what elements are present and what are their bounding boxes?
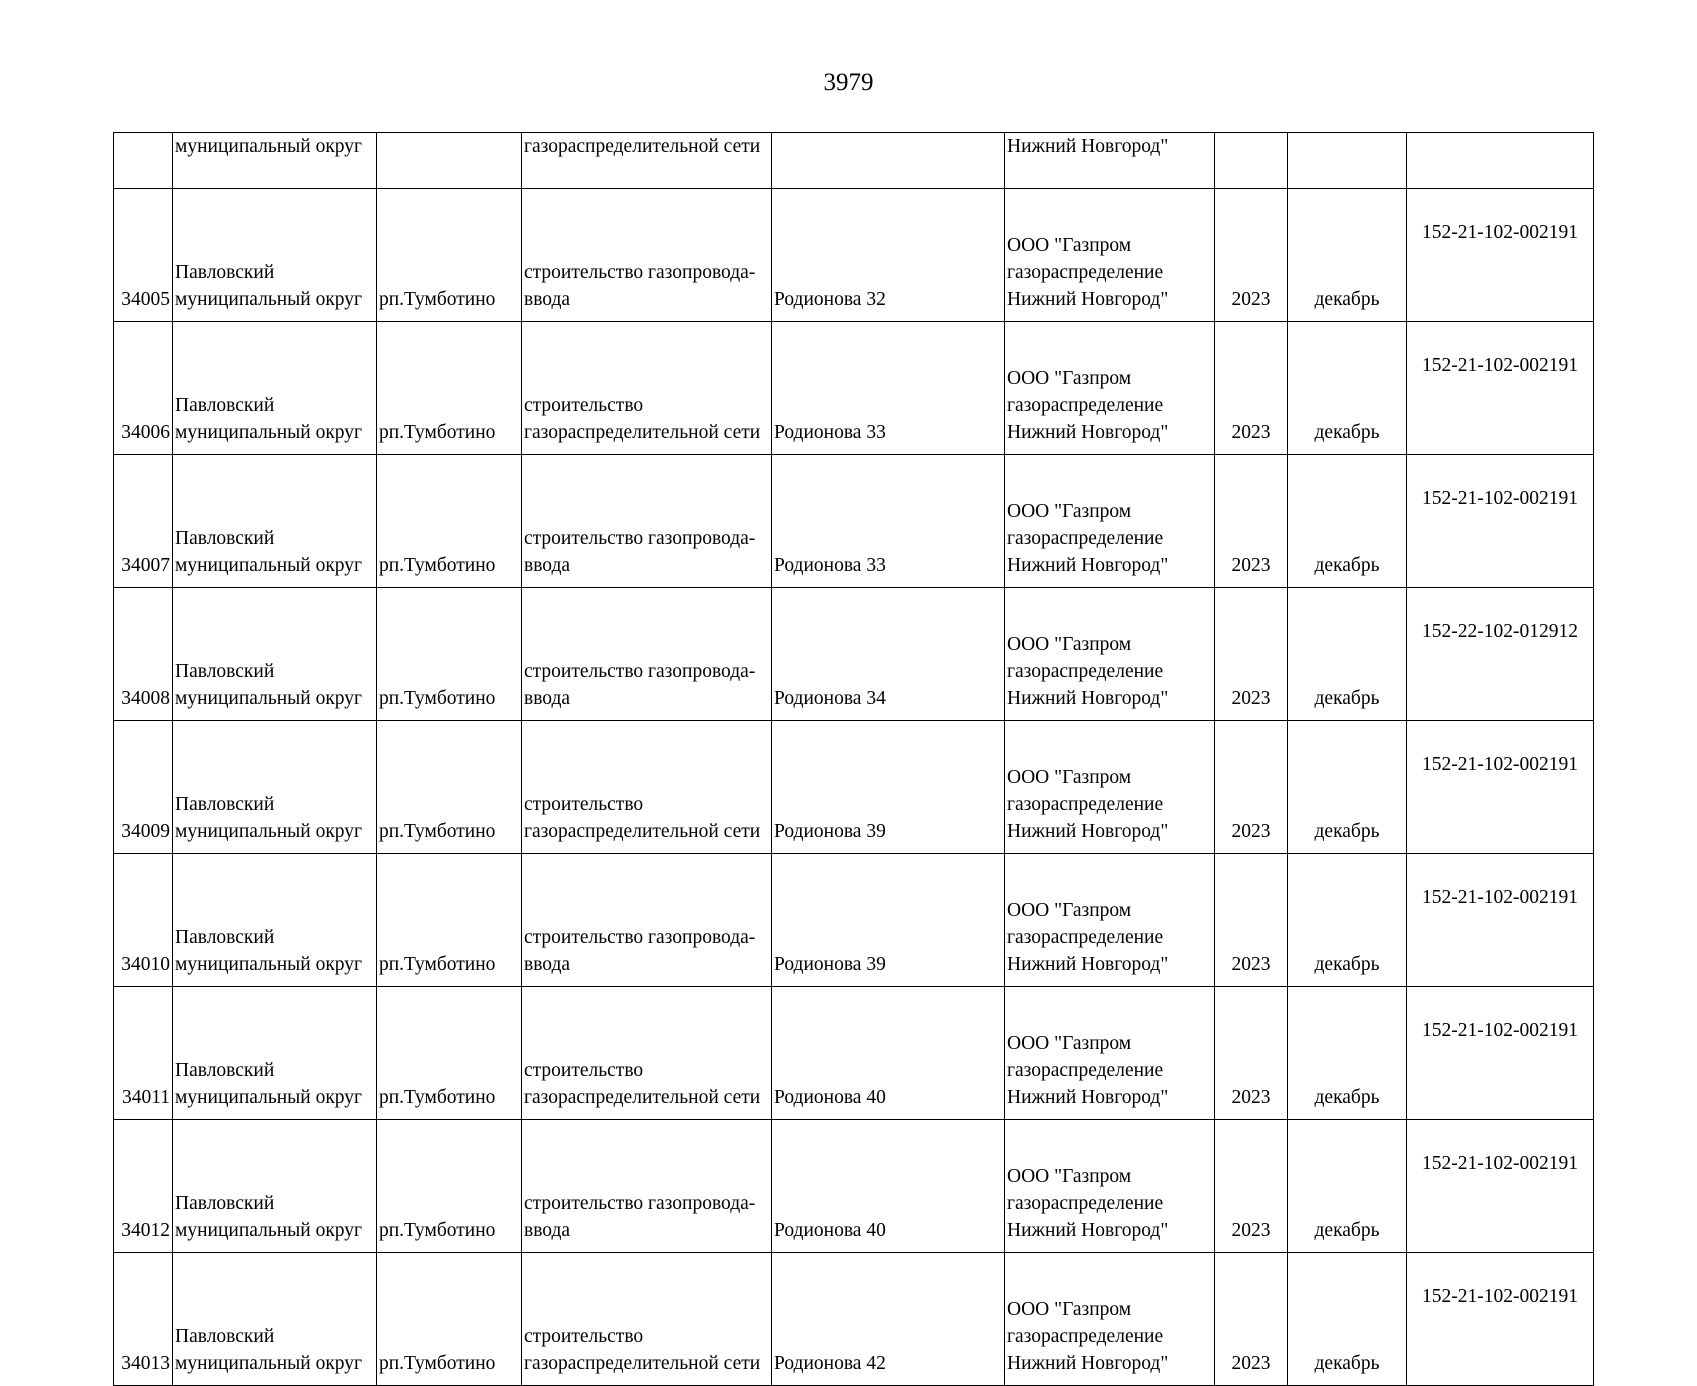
org-line-3: Нижний Новгород" — [1007, 688, 1169, 709]
locality: рп.Тумботино — [379, 555, 496, 576]
org-line-1: ООО "Газпром — [1007, 1299, 1132, 1320]
year: 2023 — [1231, 555, 1271, 576]
district-line-1: Павловский — [175, 794, 275, 815]
cell-address — [772, 721, 1005, 854]
locality: рп.Тумботино — [379, 1220, 496, 1241]
district-line-1: Павловский — [175, 528, 275, 549]
cell-org — [1005, 854, 1215, 987]
work-line-2: ввода — [524, 555, 571, 576]
cell-locality — [377, 987, 522, 1120]
page-number: 3979 — [823, 69, 874, 96]
org-line-1: ООО "Газпром — [1007, 900, 1132, 921]
org-line-3: Нижний Новгород" — [1007, 555, 1169, 576]
locality: рп.Тумботино — [379, 954, 496, 975]
row-number: 34011 — [121, 1087, 170, 1108]
work-line-1: строительство газопровода- — [524, 262, 756, 283]
org-line-2: газораспределение — [1007, 1193, 1164, 1214]
cell-district — [173, 987, 377, 1120]
cell-month — [1288, 987, 1407, 1120]
table-row — [114, 987, 1594, 1120]
work-line-2: газораспределительной сети — [524, 1353, 761, 1374]
org-line-2: газораспределение — [1007, 528, 1164, 549]
work-line-2: газораспределительной сети — [524, 422, 761, 443]
cell-org — [1005, 455, 1215, 588]
district-line-2: муниципальный округ — [175, 555, 363, 576]
object-code: 152-22-102-012912 — [1422, 621, 1578, 642]
cell-address — [772, 1120, 1005, 1253]
cell-district — [173, 322, 377, 455]
month: декабрь — [1314, 289, 1380, 310]
cell-district — [173, 721, 377, 854]
org-line-2: газораспределение — [1007, 262, 1164, 283]
cell-org — [1005, 987, 1215, 1120]
cell-num — [114, 1253, 173, 1386]
cell-code — [1407, 189, 1594, 322]
district-line-2: муниципальный округ — [175, 821, 363, 842]
org-line-3: Нижний Новгород" — [1007, 1220, 1169, 1241]
cell-address — [772, 1253, 1005, 1386]
object-code: 152-21-102-002191 — [1422, 222, 1578, 243]
year: 2023 — [1231, 1353, 1271, 1374]
cell-year — [1215, 133, 1288, 189]
cell-locality — [377, 189, 522, 322]
cell-address — [772, 588, 1005, 721]
org-line-1: ООО "Газпром — [1007, 501, 1132, 522]
row-number: 34012 — [121, 1220, 170, 1241]
cell-locality — [377, 721, 522, 854]
district-line-2: муниципальный округ — [175, 1220, 363, 1241]
district-line-1: Павловский — [175, 661, 275, 682]
cell-code — [1407, 1120, 1594, 1253]
cell-num — [114, 322, 173, 455]
district-line-2: муниципальный округ — [175, 954, 363, 975]
cell-year — [1215, 987, 1288, 1120]
object-code: 152-21-102-002191 — [1422, 1286, 1578, 1307]
cell-code — [1407, 854, 1594, 987]
org-line-2: газораспределение — [1007, 661, 1164, 682]
cell-num — [114, 1120, 173, 1253]
cell-address — [772, 455, 1005, 588]
district-line-2: муниципальный округ — [175, 688, 363, 709]
cell-locality — [377, 1120, 522, 1253]
cell-year — [1215, 1120, 1288, 1253]
table-row — [114, 588, 1594, 721]
cell-district — [173, 1253, 377, 1386]
org-line-1: ООО "Газпром — [1007, 368, 1132, 389]
cell-org — [1005, 588, 1215, 721]
table-body — [114, 189, 1594, 1386]
cell-district — [173, 455, 377, 588]
cell-work — [522, 1253, 772, 1386]
year: 2023 — [1231, 821, 1271, 842]
cell-code — [1407, 133, 1594, 189]
cell-num — [114, 588, 173, 721]
cell-work — [522, 721, 772, 854]
cell-work — [522, 189, 772, 322]
org-line-3: Нижний Новгород" — [1007, 954, 1169, 975]
table-row — [114, 721, 1594, 854]
locality: рп.Тумботино — [379, 1353, 496, 1374]
cell-org — [1005, 1120, 1215, 1253]
org-line-3: Нижний Новгород" — [1007, 289, 1169, 310]
continuation-row — [114, 133, 1594, 189]
month: декабрь — [1314, 688, 1380, 709]
year: 2023 — [1231, 289, 1271, 310]
cell-locality — [377, 133, 522, 189]
row-number: 34006 — [121, 422, 170, 443]
cell-address — [772, 322, 1005, 455]
month: декабрь — [1314, 1087, 1380, 1108]
org-line-1: ООО "Газпром — [1007, 1033, 1132, 1054]
month: декабрь — [1314, 555, 1380, 576]
cell-org: Нижний Новгород" — [1005, 133, 1215, 189]
cell-code — [1407, 721, 1594, 854]
cell-month — [1288, 854, 1407, 987]
month: декабрь — [1314, 821, 1380, 842]
district-line-1: Павловский — [175, 1193, 275, 1214]
work-line-1: строительство газопровода- — [524, 528, 756, 549]
row-number: 34009 — [121, 821, 170, 842]
org-line-1: ООО "Газпром — [1007, 1166, 1132, 1187]
row-number: 34008 — [121, 688, 170, 709]
cell-work — [522, 987, 772, 1120]
year: 2023 — [1231, 954, 1271, 975]
district-line-2: муниципальный округ — [175, 422, 363, 443]
year: 2023 — [1231, 1087, 1271, 1108]
cell-work — [522, 455, 772, 588]
table-row — [114, 322, 1594, 455]
cell-code — [1407, 322, 1594, 455]
org-line-3: Нижний Новгород" — [1007, 1087, 1169, 1108]
work-line-2: газораспределительной сети — [524, 1087, 761, 1108]
object-code: 152-21-102-002191 — [1422, 1153, 1578, 1174]
cell-address — [772, 854, 1005, 987]
row-number: 34007 — [121, 555, 170, 576]
cell-month — [1288, 455, 1407, 588]
district-line-2: муниципальный округ — [175, 289, 363, 310]
address: Родионова 33 — [774, 422, 886, 443]
locality: рп.Тумботино — [379, 821, 496, 842]
table-row — [114, 854, 1594, 987]
org-line-3: Нижний Новгород" — [1007, 422, 1169, 443]
cell-work — [522, 322, 772, 455]
cell-month — [1288, 1120, 1407, 1253]
address: Родионова 33 — [774, 555, 886, 576]
address: Родионова 39 — [774, 954, 886, 975]
cell-num — [114, 854, 173, 987]
org-line-2: газораспределение — [1007, 927, 1164, 948]
cell-work: газораспределительной сети — [522, 133, 772, 189]
row-number: 34013 — [121, 1353, 170, 1374]
cell-district: муниципальный округ — [173, 133, 377, 189]
org-line-2: газораспределение — [1007, 794, 1164, 815]
locality: рп.Тумботино — [379, 1087, 496, 1108]
table-row — [114, 1120, 1594, 1253]
district-line-2: муниципальный округ — [175, 1087, 363, 1108]
cell-work — [522, 1120, 772, 1253]
work-line-1: строительство газопровода- — [524, 661, 756, 682]
row-number: 34005 — [121, 289, 170, 310]
cell-num — [114, 987, 173, 1120]
cell-year — [1215, 588, 1288, 721]
work-line-2: газораспределительной сети — [524, 821, 761, 842]
cell-code — [1407, 455, 1594, 588]
org-line-3: Нижний Новгород" — [1007, 821, 1169, 842]
work-line-1: строительство газопровода- — [524, 1193, 756, 1214]
cell-year — [1215, 1253, 1288, 1386]
cell-num — [114, 721, 173, 854]
work-line-1: строительство газопровода- — [524, 927, 756, 948]
cell-num — [114, 189, 173, 322]
locality: рп.Тумботино — [379, 422, 496, 443]
work-line-1: строительство — [524, 1326, 644, 1347]
cell-num — [114, 133, 173, 189]
cell-month — [1288, 1253, 1407, 1386]
cell-district — [173, 854, 377, 987]
work-line-2: ввода — [524, 289, 571, 310]
cell-month — [1288, 721, 1407, 854]
row-number: 34010 — [121, 954, 170, 975]
cell-address — [772, 189, 1005, 322]
org-line-1: ООО "Газпром — [1007, 767, 1132, 788]
table-row — [114, 189, 1594, 322]
work-line-2: ввода — [524, 688, 571, 709]
cell-org — [1005, 721, 1215, 854]
cell-locality — [377, 1253, 522, 1386]
cell-locality — [377, 854, 522, 987]
object-code: 152-21-102-002191 — [1422, 488, 1578, 509]
cell-code — [1407, 987, 1594, 1120]
month: декабрь — [1314, 1220, 1380, 1241]
cell-locality — [377, 588, 522, 721]
cell-month — [1288, 189, 1407, 322]
cell-month — [1288, 133, 1407, 189]
work-line-2: ввода — [524, 954, 571, 975]
year: 2023 — [1231, 1220, 1271, 1241]
work-line-1: строительство — [524, 1060, 644, 1081]
cell-year — [1215, 721, 1288, 854]
district-line-1: Павловский — [175, 262, 275, 283]
cell-year — [1215, 854, 1288, 987]
locality: рп.Тумботино — [379, 688, 496, 709]
address: Родионова 32 — [774, 289, 886, 310]
object-code: 152-21-102-002191 — [1422, 887, 1578, 908]
work-line-1: строительство — [524, 794, 644, 815]
cell-month — [1288, 588, 1407, 721]
address: Родионова 40 — [774, 1220, 886, 1241]
cell-org — [1005, 1253, 1215, 1386]
table-row — [114, 455, 1594, 588]
cell-district — [173, 189, 377, 322]
work-line-2: ввода — [524, 1220, 571, 1241]
cell-num — [114, 455, 173, 588]
cell-month — [1288, 322, 1407, 455]
month: декабрь — [1314, 1353, 1380, 1374]
org-line-1: ООО "Газпром — [1007, 634, 1132, 655]
org-line-2: газораспределение — [1007, 1060, 1164, 1081]
locality: рп.Тумботино — [379, 289, 496, 310]
object-code: 152-21-102-002191 — [1422, 754, 1578, 775]
cell-district — [173, 588, 377, 721]
cell-work — [522, 854, 772, 987]
address: Родионова 34 — [774, 688, 886, 709]
month: декабрь — [1314, 422, 1380, 443]
cell-address — [772, 987, 1005, 1120]
address: Родионова 40 — [774, 1087, 886, 1108]
cell-locality — [377, 455, 522, 588]
cell-year — [1215, 455, 1288, 588]
cell-org — [1005, 189, 1215, 322]
cell-code — [1407, 588, 1594, 721]
org-line-1: ООО "Газпром — [1007, 235, 1132, 256]
address: Родионова 39 — [774, 821, 886, 842]
gas-objects-table — [113, 132, 1594, 1386]
month: декабрь — [1314, 954, 1380, 975]
year: 2023 — [1231, 422, 1271, 443]
org-line-2: газораспределение — [1007, 1326, 1164, 1347]
district-line-2: муниципальный округ — [175, 1353, 363, 1374]
district-line-1: Павловский — [175, 1326, 275, 1347]
work-line-1: строительство — [524, 395, 644, 416]
cell-year — [1215, 322, 1288, 455]
cell-address — [772, 133, 1005, 189]
address: Родионова 42 — [774, 1353, 886, 1374]
cell-district — [173, 1120, 377, 1253]
org-line-2: газораспределение — [1007, 395, 1164, 416]
object-code: 152-21-102-002191 — [1422, 1020, 1578, 1041]
district-line-1: Павловский — [175, 1060, 275, 1081]
cell-code — [1407, 1253, 1594, 1386]
object-code: 152-21-102-002191 — [1422, 355, 1578, 376]
table-row — [114, 1253, 1594, 1386]
district-line-1: Павловский — [175, 395, 275, 416]
district-line-1: Павловский — [175, 927, 275, 948]
org-line-3: Нижний Новгород" — [1007, 1353, 1169, 1374]
year: 2023 — [1231, 688, 1271, 709]
cell-org — [1005, 322, 1215, 455]
cell-locality — [377, 322, 522, 455]
cell-year — [1215, 189, 1288, 322]
cell-work — [522, 588, 772, 721]
